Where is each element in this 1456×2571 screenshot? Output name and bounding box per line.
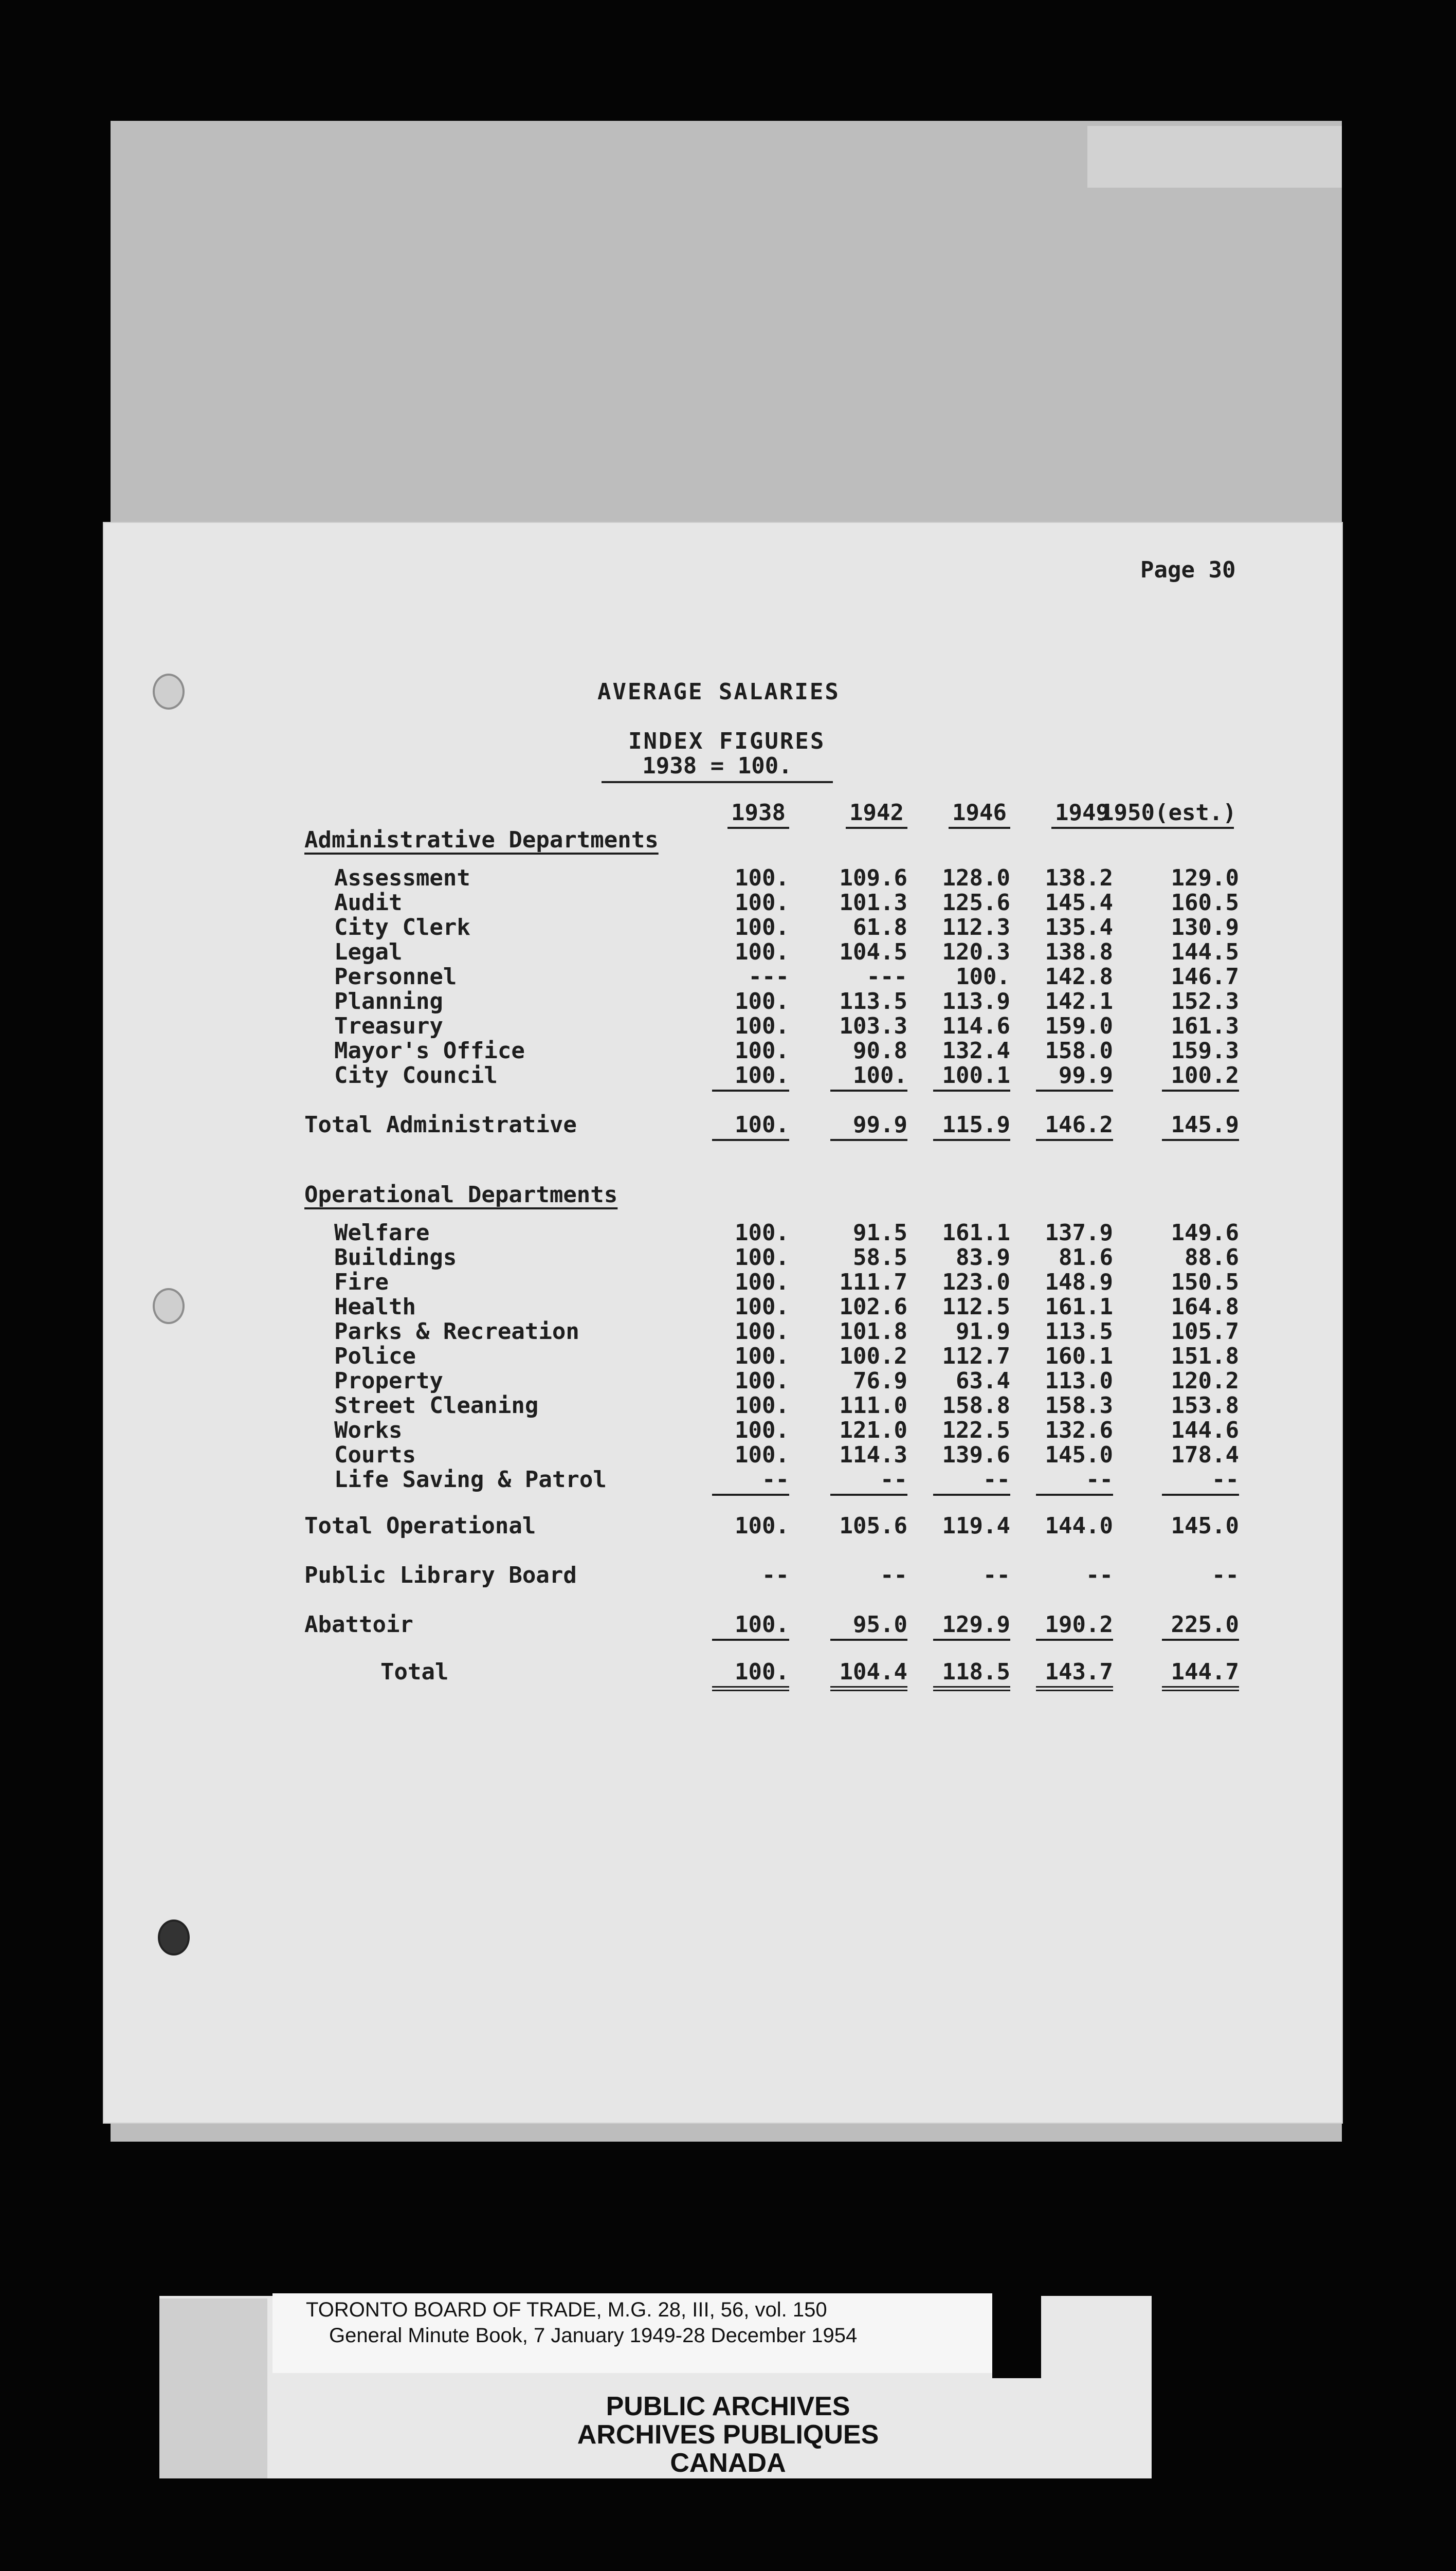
cell-1942: 104.5 (839, 939, 907, 965)
cell-1942: 102.6 (839, 1294, 907, 1320)
cell-1946: 100.1 (933, 1062, 1010, 1092)
cell-1942: 91.5 (853, 1220, 907, 1246)
cell-1946: -- (983, 1562, 1010, 1588)
cell-1950est: 129.0 (1171, 865, 1239, 891)
operational-row-label: Life Saving & Patrol (334, 1466, 607, 1493)
admin-row-label: Personnel (334, 964, 457, 990)
admin-row-label: Planning (334, 988, 443, 1015)
cell-1942: 105.6 (839, 1513, 907, 1539)
year-header-2: 1946 (949, 800, 1010, 829)
cell-1942: 58.5 (853, 1244, 907, 1271)
cell-1938: 100. (735, 1392, 789, 1419)
cell-1946: 91.9 (956, 1318, 1010, 1345)
cell-1950est: 160.5 (1171, 890, 1239, 916)
cell-1950est: 153.8 (1171, 1392, 1239, 1419)
cell-1938: 100. (735, 890, 789, 916)
admin-row-label: Assessment (334, 865, 470, 891)
cell-1949: 138.8 (1045, 939, 1113, 965)
grand-total-label: Total (380, 1659, 449, 1685)
public-library-label: Public Library Board (304, 1562, 577, 1588)
cell-1950est: 144.6 (1171, 1417, 1239, 1443)
cell-1938: 100. (712, 1062, 789, 1092)
cell-1938: 100. (735, 1442, 789, 1468)
admin-heading: Administrative Departments (304, 827, 659, 853)
abattoir-label: Abattoir (304, 1612, 413, 1638)
cell-1950est: 145.0 (1171, 1513, 1239, 1539)
cell-1950est: 161.3 (1171, 1013, 1239, 1039)
cell-1938: 100. (735, 1513, 789, 1539)
cell-1950est: -- (1162, 1466, 1239, 1496)
cell-1950est: 88.6 (1185, 1244, 1239, 1271)
punch-hole-bottom (158, 1920, 190, 1956)
archive-line-1: PUBLIC ARCHIVES (606, 2392, 850, 2421)
page-number: Page 30 (1140, 557, 1236, 583)
operational-row-label: Parks & Recreation (334, 1318, 579, 1345)
cell-1946: 139.6 (942, 1442, 1010, 1468)
cell-1950est: 105.7 (1171, 1318, 1239, 1345)
cell-1938: --- (748, 964, 789, 990)
cell-1949: 148.9 (1045, 1269, 1113, 1295)
cell-1942: -- (880, 1562, 907, 1588)
cell-1949: 132.6 (1045, 1417, 1113, 1443)
cell-1946: 158.8 (942, 1392, 1010, 1419)
cell-1942: 76.9 (853, 1368, 907, 1394)
cell-1942: 100. (830, 1062, 907, 1092)
operational-row-label: Health (334, 1294, 416, 1320)
cell-1938: 100. (735, 988, 789, 1015)
cell-1949: 158.3 (1045, 1392, 1113, 1419)
cell-1938: 100. (735, 939, 789, 965)
cell-1946: 114.6 (942, 1013, 1010, 1039)
cell-1949: 143.7 (1036, 1659, 1113, 1691)
cell-1950est: 164.8 (1171, 1294, 1239, 1320)
cell-1946: 83.9 (956, 1244, 1010, 1271)
admin-row-label: Legal (334, 939, 403, 965)
cell-1949: -- (1086, 1562, 1113, 1588)
cell-1946: 122.5 (942, 1417, 1010, 1443)
cell-1946: -- (933, 1466, 1010, 1496)
cell-1950est: 130.9 (1171, 914, 1239, 940)
cell-1950est: 149.6 (1171, 1220, 1239, 1246)
cell-1949: 159.0 (1045, 1013, 1113, 1039)
cell-1942: 104.4 (830, 1659, 907, 1691)
cell-1946: 119.4 (942, 1513, 1010, 1539)
cell-1938: 100. (735, 1220, 789, 1246)
cell-1949: 145.4 (1045, 890, 1113, 916)
cell-1950est: -- (1212, 1562, 1239, 1588)
cell-1950est: 145.9 (1162, 1112, 1239, 1141)
operational-row-label: Police (334, 1343, 416, 1369)
cell-1949: 137.9 (1045, 1220, 1113, 1246)
cell-1946: 63.4 (956, 1368, 1010, 1394)
cell-1942: 100.2 (839, 1343, 907, 1369)
cell-1946: 132.4 (942, 1038, 1010, 1064)
cell-1949: 138.2 (1045, 865, 1113, 891)
cell-1938: 100. (735, 1294, 789, 1320)
cell-1946: 100. (956, 964, 1010, 990)
cell-1946: 129.9 (933, 1612, 1010, 1641)
cell-1942: 121.0 (839, 1417, 907, 1443)
cell-1949: 158.0 (1045, 1038, 1113, 1064)
year-header-1: 1942 (846, 800, 907, 829)
cell-1946: 128.0 (942, 865, 1010, 891)
cell-1946: 125.6 (942, 890, 1010, 916)
cell-1946: 112.3 (942, 914, 1010, 940)
cell-1946: 113.9 (942, 988, 1010, 1015)
cell-1950est: 120.2 (1171, 1368, 1239, 1394)
index-figures-label: INDEX FIGURES (628, 728, 826, 754)
operational-row-label: Buildings (334, 1244, 457, 1271)
cell-1942: 90.8 (853, 1038, 907, 1064)
cell-1938: 100. (735, 865, 789, 891)
cell-1950est: 150.5 (1171, 1269, 1239, 1295)
operational-row-label: Street Cleaning (334, 1392, 539, 1419)
cell-1946: 115.9 (933, 1112, 1010, 1141)
cell-1938: 100. (735, 1038, 789, 1064)
cell-1949: 142.8 (1045, 964, 1113, 990)
total-administrative-label: Total Administrative (304, 1112, 577, 1138)
cell-1942: -- (830, 1466, 907, 1496)
cell-1950est: 159.3 (1171, 1038, 1239, 1064)
cell-1942: 101.8 (839, 1318, 907, 1345)
cell-1938: 100. (735, 1013, 789, 1039)
cell-1949: 81.6 (1059, 1244, 1113, 1271)
cell-1946: 118.5 (933, 1659, 1010, 1691)
cell-1938: -- (712, 1466, 789, 1496)
cell-1949: 161.1 (1045, 1294, 1113, 1320)
cell-1946: 123.0 (942, 1269, 1010, 1295)
cell-1950est: 225.0 (1162, 1612, 1239, 1641)
cell-1949: 190.2 (1036, 1612, 1113, 1641)
cell-1950est: 178.4 (1171, 1442, 1239, 1468)
cell-1938: 100. (712, 1112, 789, 1141)
cell-1938: 100. (712, 1612, 789, 1641)
year-header-0: 1938 (727, 800, 789, 829)
cell-1950est: 144.7 (1162, 1659, 1239, 1691)
archive-line-2: ARCHIVES PUBLIQUES (577, 2420, 879, 2450)
cell-1949: 142.1 (1045, 988, 1113, 1015)
operational-heading: Operational Departments (304, 1182, 618, 1208)
cell-1946: 112.7 (942, 1343, 1010, 1369)
cell-1942: 111.7 (839, 1269, 907, 1295)
cell-1942: 114.3 (839, 1442, 907, 1468)
admin-row-label: Treasury (334, 1013, 443, 1039)
cell-1938: -- (762, 1562, 789, 1588)
cell-1942: 109.6 (839, 865, 907, 891)
cell-1949: 113.5 (1045, 1318, 1113, 1345)
base-year-label: 1938 = 100. (602, 753, 833, 783)
punch-hole-top (153, 674, 185, 710)
cell-1949: 146.2 (1036, 1112, 1113, 1141)
archive-line-3: CANADA (670, 2448, 786, 2478)
cell-1938: 100. (735, 1244, 789, 1271)
total-operational-label: Total Operational (304, 1513, 536, 1539)
cell-1950est: 146.7 (1171, 964, 1239, 990)
operational-row-label: Property (334, 1368, 443, 1394)
admin-row-label: City Clerk (334, 914, 470, 940)
cell-1942: 111.0 (839, 1392, 907, 1419)
cell-1942: --- (866, 964, 907, 990)
cell-1949: 144.0 (1045, 1513, 1113, 1539)
cell-1949: 160.1 (1045, 1343, 1113, 1369)
operational-row-label: Fire (334, 1269, 389, 1295)
cell-1949: 145.0 (1045, 1442, 1113, 1468)
cell-1950est: 144.5 (1171, 939, 1239, 965)
cell-1950est: 100.2 (1162, 1062, 1239, 1092)
cell-1942: 101.3 (839, 890, 907, 916)
cell-1950est: 151.8 (1171, 1343, 1239, 1369)
admin-row-label: City Council (334, 1062, 498, 1089)
year-header-3: 1949 (1051, 800, 1113, 829)
cell-1942: 99.9 (830, 1112, 907, 1141)
operational-row-label: Courts (334, 1442, 416, 1468)
punch-hole-middle (153, 1288, 185, 1324)
cell-1942: 61.8 (853, 914, 907, 940)
cell-1946: 161.1 (942, 1220, 1010, 1246)
cell-1942: 95.0 (830, 1612, 907, 1641)
admin-row-label: Mayor's Office (334, 1038, 525, 1064)
cell-1938: 100. (712, 1659, 789, 1691)
cell-1938: 100. (735, 1417, 789, 1443)
cell-1950est: 152.3 (1171, 988, 1239, 1015)
label-notch (992, 2296, 1041, 2378)
cell-1938: 100. (735, 1318, 789, 1345)
cell-1949: 99.9 (1036, 1062, 1113, 1092)
year-header-4: 1950(est.) (1100, 800, 1234, 829)
operational-row-label: Welfare (334, 1220, 430, 1246)
admin-row-label: Audit (334, 890, 403, 916)
cell-1942: 103.3 (839, 1013, 907, 1039)
cell-1942: 113.5 (839, 988, 907, 1015)
citation-line-1: TORONTO BOARD OF TRADE, M.G. 28, III, 56, vol. 150 (306, 2298, 827, 2321)
cell-1949: 135.4 (1045, 914, 1113, 940)
operational-row-label: Works (334, 1417, 403, 1443)
cell-1949: -- (1036, 1466, 1113, 1496)
citation-line-2: General Minute Book, 7 January 1949-28 December 1954 (329, 2324, 858, 2347)
cell-1938: 100. (735, 1368, 789, 1394)
cell-1949: 113.0 (1045, 1368, 1113, 1394)
cell-1946: 120.3 (942, 939, 1010, 965)
cell-1938: 100. (735, 914, 789, 940)
cell-1938: 100. (735, 1343, 789, 1369)
cell-1946: 112.5 (942, 1294, 1010, 1320)
page-title: AVERAGE SALARIES (597, 679, 840, 705)
cell-1938: 100. (735, 1269, 789, 1295)
